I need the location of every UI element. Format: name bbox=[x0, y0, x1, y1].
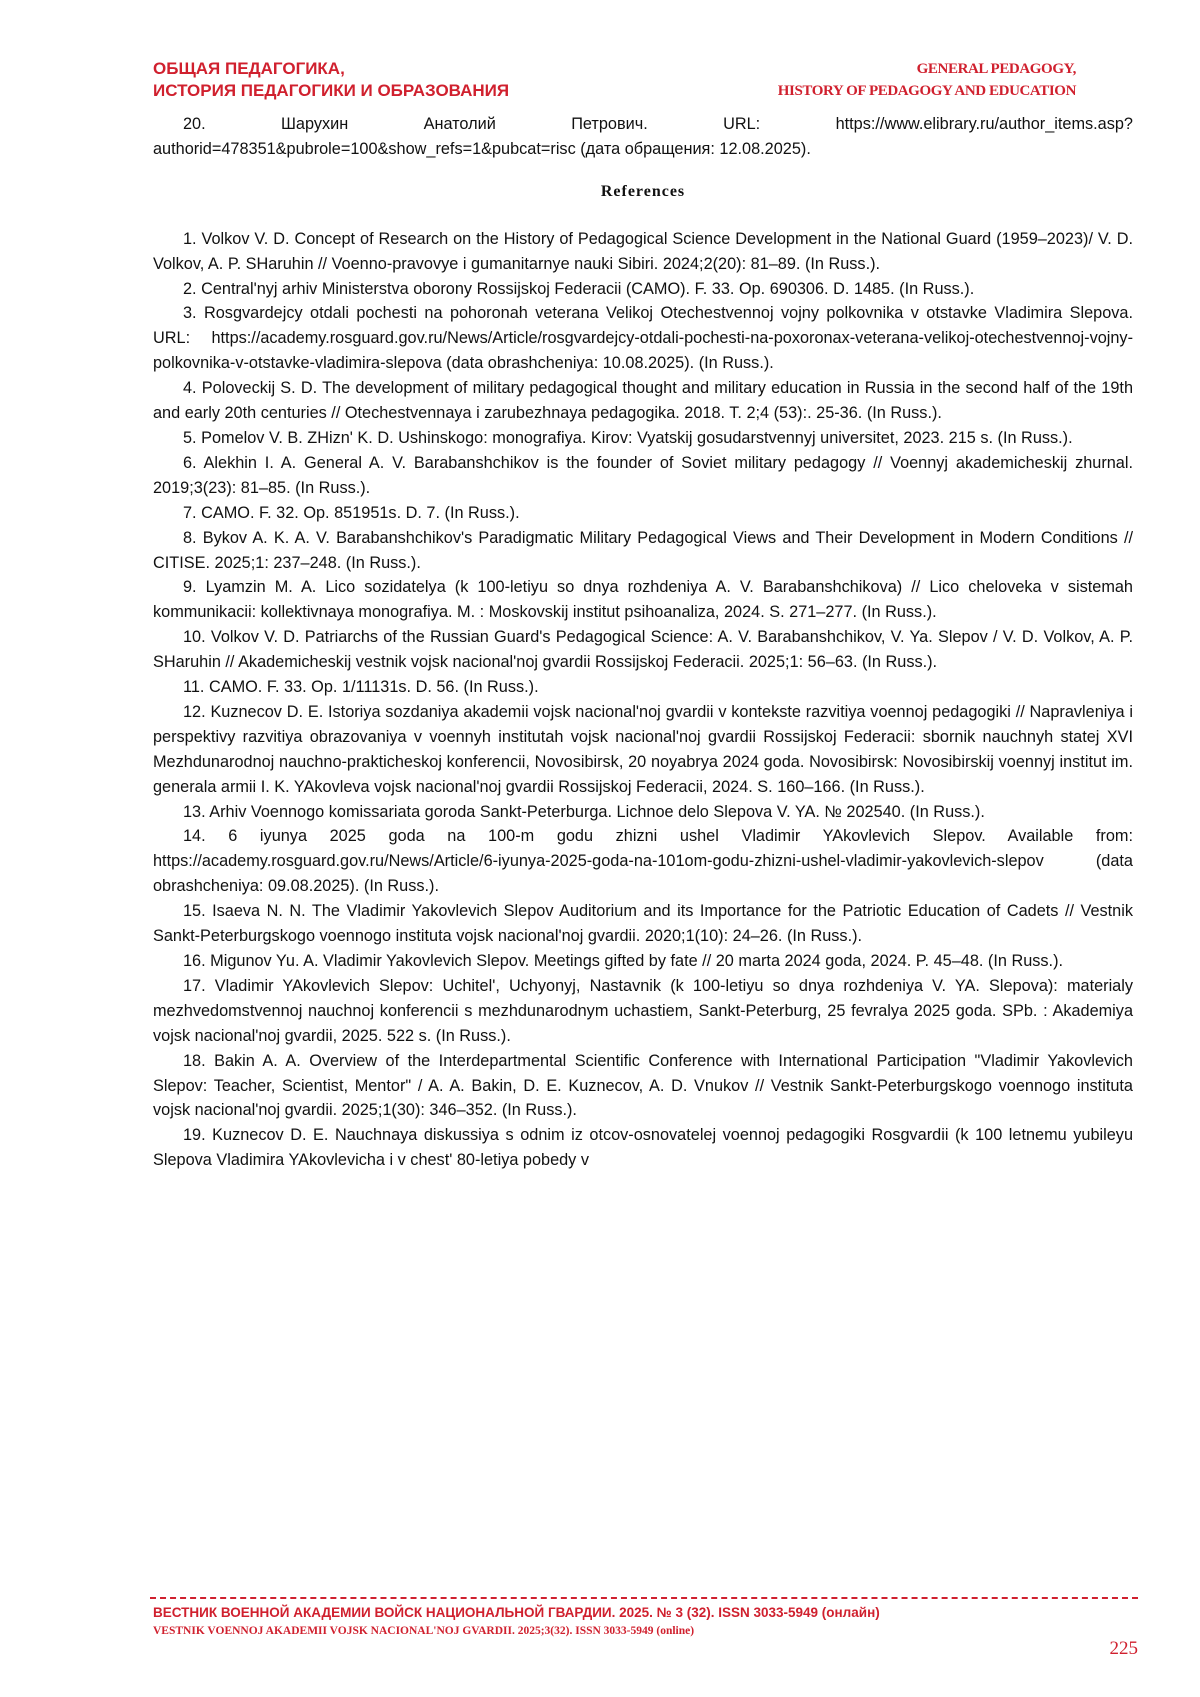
reference-item: 12. Kuznecov D. E. Istoriya sozdaniya akademii vojsk nacional'noj gvardii v kontekste razvitiya voennoj pedagogiki // Napravleniya i perspektivy razvitiya obrazovaniya v voennyh institutah vojsk nacional'noj gvardii Rossijskoj Federacii: sbornik nauchnyh statej XVI Mezhdunarodnoj nauchno-prakticheskoj konferencii, Novosibirsk, 20 noyabrya 2024 goda. Novosibirsk: Novosibirskij voennyj institut im. generala armii I. K. YAkovleva vojsk nacional'noj gvardii Rossijskoj Federacii, 2024. S. 160–166. (In Russ.). bbox=[153, 702, 1133, 796]
reference-item: 5. Pomelov V. B. ZHizn' K. D. Ushinskogo: monografiya. Kirov: Vyatskij gosudarstvennyj universitet, 2023. 215 s. (In Russ.). bbox=[183, 428, 1073, 447]
reference-item: 9. Lyamzin M. A. Lico sozidatelya (k 100-letiyu so dnya rozhdeniya A. V. Barabanshchikova) // Lico cheloveka v sistemah kommunikacii: kollektivnaya monografiya. M. : Moskovskij institut psihoanaliza, 2024. S. 271–277. (In Russ.). bbox=[153, 578, 1133, 622]
header-en-line-2: HISTORY OF PEDAGOGY AND EDUCATION bbox=[777, 83, 1076, 99]
header-en-line-1: GENERAL PEDAGOGY, bbox=[916, 61, 1076, 77]
reference-item: 11. CAMO. F. 33. Op. 1/11131s. D. 56. (In Russ.). bbox=[183, 678, 539, 697]
header-ru-line-1: ОБЩАЯ ПЕДАГОГИКА, bbox=[153, 59, 345, 78]
page-number: 225 bbox=[1109, 1638, 1138, 1659]
bibliography-entry-20: 20. Шарухин Анатолий Петрович. URL: https://www.elibrary.ru/author_items.asp?authorid=478351&pubrole=100&show_refs=1&pubcat=risc (дата обращения: 12.08.2025). bbox=[153, 115, 1133, 158]
reference-item: 7. CAMO. F. 32. Op. 851951s. D. 7. (In Russ.). bbox=[183, 503, 520, 522]
reference-item: 14. 6 iyunya 2025 goda na 100-m godu zhizni ushel Vladimir YAkovlevich Slepov. Available from: https://academy.rosguard.gov.ru/News/Article/6-iyunya-2025-goda-na-101om-godu-zhizni-ushel-vladimir-yakovlevich-slepov (data obrashcheniya: 09.08.2025). (In Russ.). bbox=[153, 827, 1133, 896]
reference-item: 16. Migunov Yu. A. Vladimir Yakovlevich Slepov. Meetings gifted by fate // 20 marta 2024 goda, 2024. P. 45–48. (In Russ.). bbox=[183, 952, 1064, 970]
footer-journal-ru: ВЕСТНИК ВОЕННОЙ АКАДЕМИИ ВОЙСК НАЦИОНАЛЬНОЙ ГВАРДИИ. 2025. № 3 (32). ISSN 3033-5949 (онлайн) bbox=[153, 1605, 880, 1620]
references-list bbox=[153, 227, 1133, 1173]
running-header-en bbox=[616, 58, 1076, 102]
reference-item: 3. Rosgvardejcy otdali pochesti na pohoronah veterana Velikoj Otechestvennoj vojny polkovnika v otstavke Vladimira Slepova. URL: https://academy.rosguard.gov.ru/News/Article/rosgvardejcy-otdali-pochesti-na-poxoronax-veterana-velikoj-otechestvennoj-vojny-polkovnika-v-otstavke-vladimira-slepova (data obrashcheniya: 10.08.2025). (In Russ.). bbox=[153, 304, 1133, 373]
header-ru-line-2: ИСТОРИЯ ПЕДАГОГИКИ И ОБРАЗОВАНИЯ bbox=[153, 81, 510, 100]
reference-item: 1. Volkov V. D. Concept of Research on the History of Pedagogical Science Development in the National Guard (1959–2023)/ V. D. Volkov, A. P. SHaruhin // Voenno-pravovye i gumanitarnye nauki Sibiri. 2024;2(20): 81–89. (In Russ.). bbox=[153, 229, 1133, 273]
reference-item: 15. Isaeva N. N. The Vladimir Yakovlevich Slepov Auditorium and its Importance for the Patriotic Education of Cadets // Vestnik Sankt-Peterburgskogo voennogo instituta vojsk nacional'noj gvardii. 2020;1(10): 24–26. (In Russ.). bbox=[153, 902, 1133, 946]
reference-item: 13. Arhiv Voennogo komissariata goroda Sankt-Peterburga. Lichnoe delo Slepova V. YA. № 202540. (In Russ.). bbox=[183, 802, 985, 821]
reference-item: 10. Volkov V. D. Patriarchs of the Russian Guard's Pedagogical Science: A. V. Barabanshchikov, V. Ya. Slepov / V. D. Volkov, A. P. SHaruhin // Akademicheskij vestnik vojsk nacional'noj gvardii Rossijskoj Federacii. 2025;1: 56–63. (In Russ.). bbox=[153, 628, 1133, 672]
footer-divider bbox=[150, 1597, 1138, 1599]
references-heading: References bbox=[600, 182, 686, 200]
reference-item: 4. Poloveckij S. D. The development of military pedagogical thought and military education in Russia in the second half of the 19th and early 20th centuries // Otechestvennaya i zarubezhnaya pedagogika. 2018. T. 2;4 (53):. 25-36. (In Russ.). bbox=[153, 379, 1133, 423]
footer-journal-en: VESTNIK VOENNOJ AKADEMII VOJSK NACIONAL'NOJ GVARDII. 2025;3(32). ISSN 3033-5949 (online) bbox=[153, 1625, 695, 1637]
page-content bbox=[153, 112, 1133, 1173]
reference-item: 6. Alekhin I. A. General A. V. Barabanshchikov is the founder of Soviet military pedagogy // Voennyj akademicheskij zhurnal. 2019;3(23): 81–85. (In Russ.). bbox=[153, 453, 1133, 497]
reference-item: 17. Vladimir YAkovlevich Slepov: Uchitel', Uchyonyj, Nastavnik (k 100-letiyu so dnya rozhdeniya V. YA. Slepova): materialy mezhvedomstvennoj nauchnoj konferencii s mezhdunarodnym uchastiem, Sankt-Peterburg, 25 fevralya 2025 goda. SPb. : Akademiya vojsk nacional'noj gvardii, 2025. 522 s. (In Russ.). bbox=[153, 976, 1133, 1045]
reference-item: 8. Bykov A. K. A. V. Barabanshchikov's Paradigmatic Military Pedagogical Views and Their Development in Modern Conditions // CITISE. 2025;1: 237–248. (In Russ.). bbox=[153, 528, 1133, 572]
reference-item: 2. Central'nyj arhiv Ministerstva oborony Rossijskoj Federacii (CAMO). F. 33. Op. 690306. D. 1485. (In Russ.). bbox=[183, 279, 975, 298]
reference-item: 18. Bakin A. A. Overview of the Interdepartmental Scientific Conference with International Participation "Vladimir Yakovlevich Slepov: Teacher, Scientist, Mentor" / A. A. Bakin, D. E. Kuznecov, A. D. Vnukov // Vestnik Sankt-Peterburgskogo voennogo instituta vojsk nacional'noj gvardii. 2025;1(30): 346–352. (In Russ.). bbox=[153, 1051, 1133, 1120]
reference-item: 19. Kuznecov D. E. Nauchnaya diskussiya s odnim iz otcov-osnovatelej voennoj pedagogiki Rosgvardii (k 100 letnemu yubileyu Slepova Vladimira YAkovlevicha i v chest' 80-letiya pobedy v bbox=[153, 1126, 1133, 1170]
